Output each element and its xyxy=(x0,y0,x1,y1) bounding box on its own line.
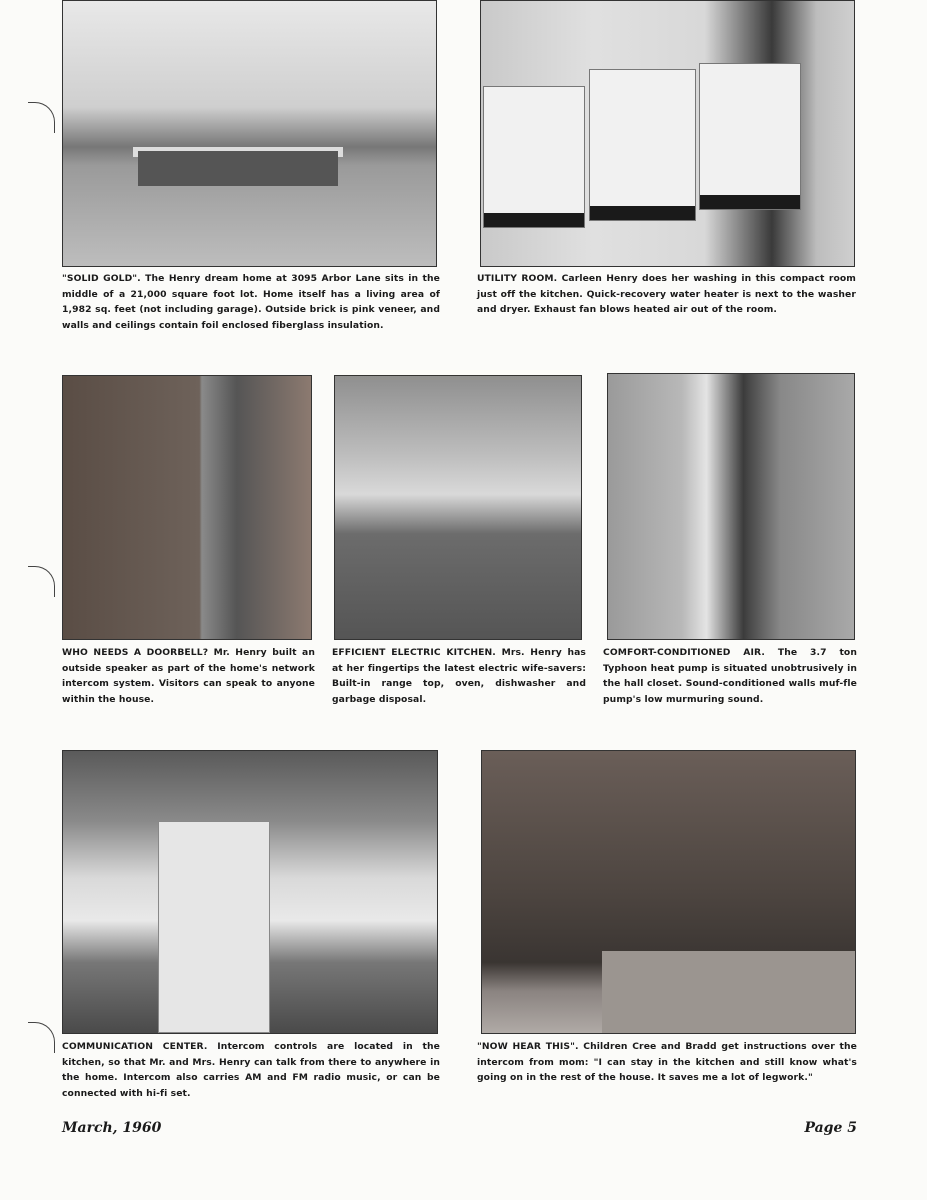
hole-punch xyxy=(28,566,55,597)
photo-heat-pump xyxy=(607,373,855,640)
photo-house-exterior xyxy=(62,0,437,267)
hole-punch xyxy=(28,1022,55,1053)
caption-house-exterior: "SOLID GOLD". The Henry dream home at 3095 Arbor Lane sits in the middle of a 21,000 square foot lot. Home itself has a living area of 1,982 sq. feet (not including garage). Outside brick is pink veneer, and walls and ceilings contain foil enclosed fiberglass insulation. xyxy=(62,273,440,332)
caption-utility-room: UTILITY ROOM. Carleen Henry does her washing in this compact room just off the kitchen. Quick-recovery water heater is next to the washer and dryer. Exhaust fan blows heated air out of the room. xyxy=(477,273,856,316)
page-number: Page 5 xyxy=(804,1120,857,1136)
photo-communication-center xyxy=(62,750,438,1034)
photo-doorbell xyxy=(62,375,312,640)
caption-heat-pump: COMFORT-CONDITIONED AIR. The 3.7 ton Typhoon heat pump is situated unobtrusively in the hall closet. Sound-conditioned walls muf-fle pump's low murmuring sound. xyxy=(603,647,857,706)
photo-utility-room xyxy=(480,0,855,267)
caption-doorbell: WHO NEEDS A DOORBELL? Mr. Henry built an outside speaker as part of the home's network intercom system. Visitors can speak to anyone within the house. xyxy=(62,647,315,706)
issue-date: March, 1960 xyxy=(62,1120,162,1136)
caption-communication-center: COMMUNICATION CENTER. Intercom controls are located in the kitchen, so that Mr. and Mrs. Henry can talk from there to anywhere in the home. Intercom also carries AM and FM radio music, or can be connected with hi-fi set. xyxy=(62,1041,440,1100)
photo-now-hear-this xyxy=(481,750,856,1034)
hole-punch xyxy=(28,102,55,133)
caption-now-hear-this: "NOW HEAR THIS". Children Cree and Bradd get instructions over the intercom from mom: "I can stay in the kitchen and still know what's going on in the rest of the house. It saves me a lot of legwork." xyxy=(477,1041,857,1084)
photo-kitchen xyxy=(334,375,582,640)
caption-kitchen: EFFICIENT ELECTRIC KITCHEN. Mrs. Henry has at her fingertips the latest electric wife-savers: Built-in range top, oven, dishwasher and garbage disposal. xyxy=(332,647,586,706)
